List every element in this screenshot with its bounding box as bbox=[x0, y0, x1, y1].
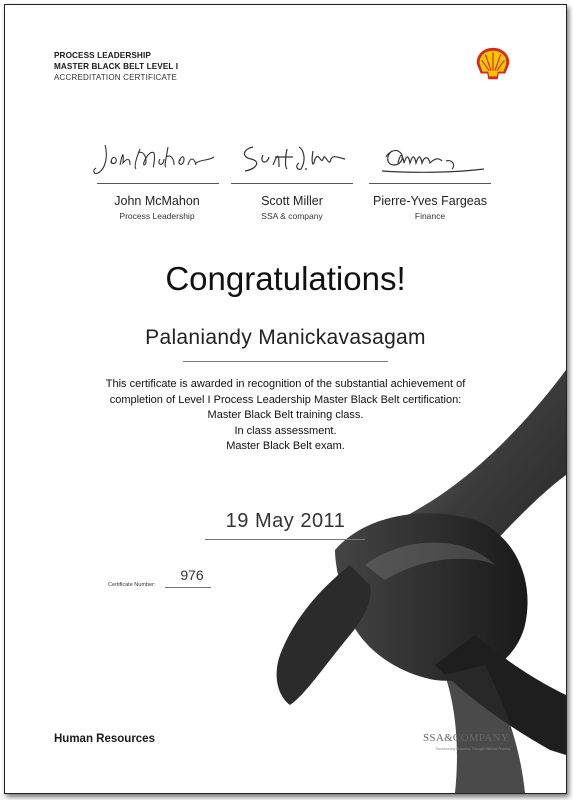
recipient-name: Palaniandy Manickavasagam bbox=[145, 326, 426, 349]
program-title: PROCESS LEADERSHIP bbox=[54, 51, 151, 60]
certificate-type: ACCREDITATION CERTIFICATE bbox=[54, 73, 178, 82]
signatory-role: Process Leadership bbox=[119, 211, 195, 221]
certificate-header bbox=[54, 50, 178, 83]
signature-scott-miller bbox=[233, 135, 363, 183]
body-line: Master Black Belt exam. bbox=[226, 440, 345, 452]
congratulations-heading: Congratulations! bbox=[165, 260, 406, 297]
certificate-number-label: Certificate Number: bbox=[108, 582, 156, 588]
recipient-underline bbox=[183, 361, 388, 362]
certificate-page bbox=[4, 4, 567, 794]
award-date: 19 May 2011 bbox=[225, 510, 346, 532]
signatory-role: SSA & company bbox=[261, 211, 323, 221]
level-title: MASTER BLACK BELT LEVEL I bbox=[54, 62, 179, 71]
signature-john-mcmahon bbox=[90, 135, 220, 183]
signature-line bbox=[231, 183, 353, 184]
ssa-company-tagline: Transforming Business Through Internal Process bbox=[435, 747, 511, 751]
certificate-number: 976 bbox=[180, 567, 204, 583]
body-line: In class assessment. bbox=[234, 424, 337, 437]
signature-pierre-yves-fargeas bbox=[372, 135, 502, 183]
department-label: Human Resources bbox=[54, 733, 155, 745]
body-line: This certificate is awarded in recognition of the substantial achievement of bbox=[105, 378, 466, 390]
signature-line bbox=[97, 183, 219, 184]
ssa-company-logo: SSA&COMPANY bbox=[423, 732, 510, 744]
date-underline bbox=[205, 539, 365, 540]
shell-logo-icon bbox=[474, 45, 512, 83]
certificate-number-underline bbox=[165, 587, 211, 588]
signature-line bbox=[369, 183, 491, 184]
signatory-name: Scott Miller bbox=[261, 194, 323, 208]
signatory-name: Pierre-Yves Fargeas bbox=[373, 194, 487, 208]
body-line: Master Black Belt training class. bbox=[207, 409, 364, 421]
signatory-role: Finance bbox=[414, 211, 446, 221]
signatory-name: John McMahon bbox=[114, 194, 200, 208]
certificate-body bbox=[45, 377, 526, 455]
body-line: completion of Level I Process Leadership Master Black Belt certification: bbox=[109, 393, 462, 406]
